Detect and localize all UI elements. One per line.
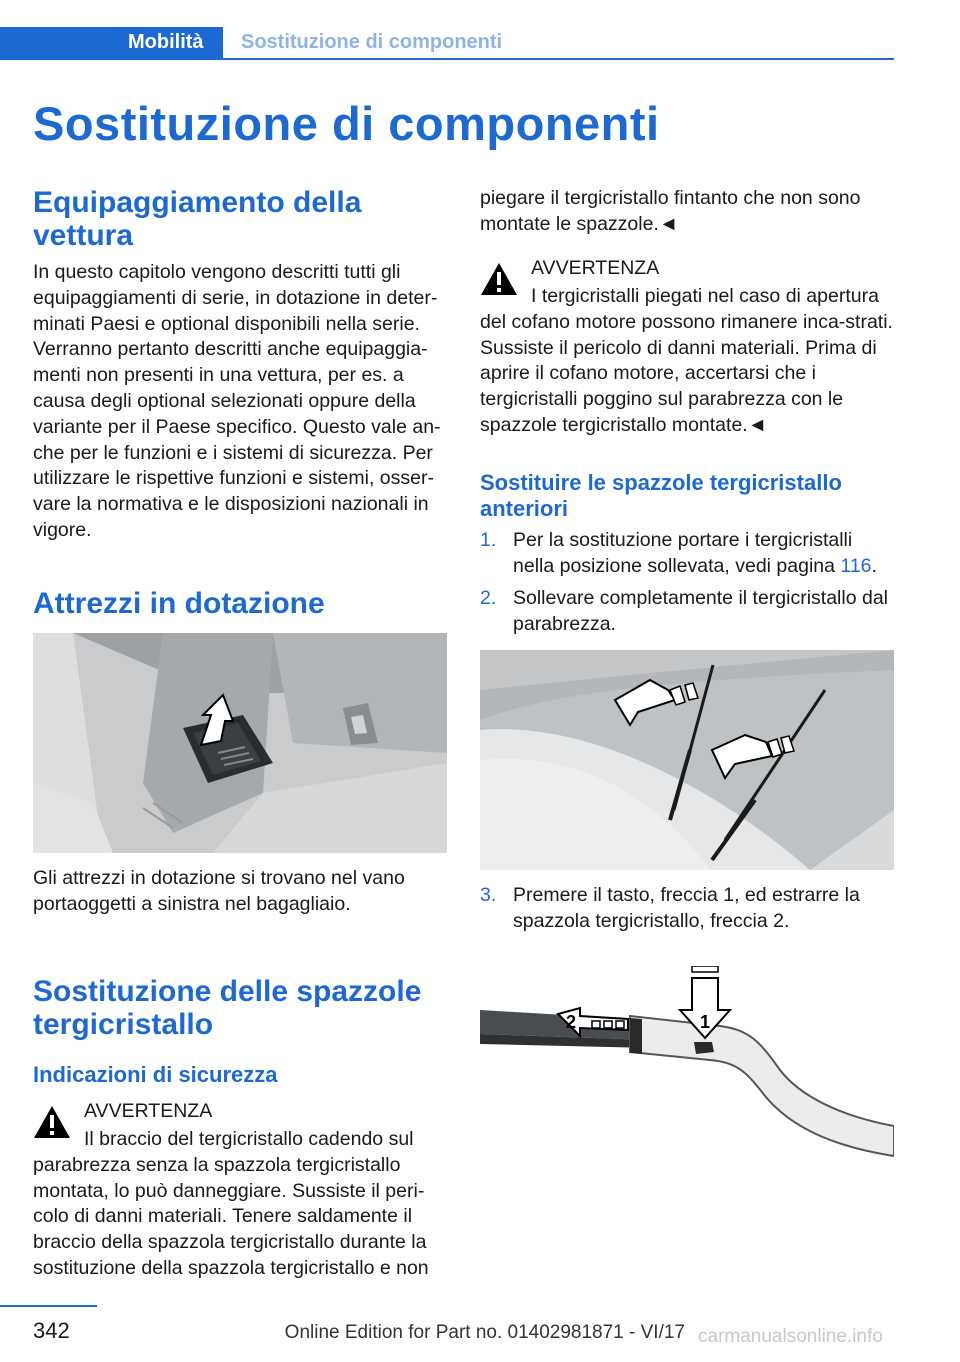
trunk-illustration (33, 633, 447, 853)
page-number: 342 (33, 1318, 70, 1343)
step-3-number: 3. (480, 884, 497, 906)
footer-divider (0, 1305, 97, 1307)
arrow-label-1: 1 (700, 1012, 711, 1032)
step-3-text: Premere il tasto, freccia 1, ed estrarre la spazzola tergicristallo, freccia 2. (513, 884, 860, 932)
wiper-raised-illustration (480, 650, 894, 870)
warning-2-heading: AVVERTENZA (531, 257, 660, 279)
warning-2-body (480, 284, 898, 439)
subsection-title-sostituire: Sostituire le spazzole tergicristallo anteriori (480, 470, 842, 521)
section-body-equipaggiamento: In questo capitolo vengono descritti tutti gli equipaggiamenti di serie, in dotazione in deter-minati Paesi e optional disponibili nella serie. Verranno pertanto descritti anche equipaggia-menti non presenti in una vettura, per es. a causa degli optional selezionati oppure della variante per il Paese specifico. Questo vale an-che per le funzioni e i sistemi di sicurezza. Per utilizzare le rispettive funzioni e sistemi, osser-vare la normativa e le disposizioni nazionali in vigore. (33, 261, 441, 541)
warning-1-body (33, 1127, 451, 1282)
step-1 (480, 528, 895, 580)
warning-2-rest: del cofano motore possono rimanere inca-strati. Sussiste il pericolo di danni materiali. Prima di aprire il cofano motore, accertarsi che i tergicristalli poggino sul parabrezza con le spazzole tergicristallo montate.◄ (480, 310, 893, 436)
subsection-title-sicurezza: Indicazioni di sicurezza (33, 1062, 278, 1087)
section-title-equipaggiamento: Equipaggiamento della vettura (33, 186, 362, 252)
warning-block-1 (33, 1099, 451, 1289)
figure-trunk-tools (33, 633, 447, 853)
tab-section[interactable] (223, 27, 894, 60)
tab-mobilita[interactable] (0, 27, 223, 60)
tab-mobilita-label: Mobilità (128, 31, 204, 53)
page-link-116[interactable]: 116 (840, 554, 872, 577)
warning-block-2 (480, 256, 898, 436)
warning-1-heading: AVVERTENZA (84, 1100, 213, 1122)
warning-1-first-line: Il braccio del tergicristallo cadendo sul (84, 1128, 414, 1150)
step-1-number: 1. (480, 529, 497, 551)
step-1-text-main: Per la sostituzione portare i tergicristalli nella posizione sollevata, vedi pagina (513, 529, 853, 577)
arrow-label-2: 2 (566, 1012, 577, 1032)
step-2 (480, 586, 895, 638)
header-tabbar (0, 27, 894, 60)
tab-section-label: Sostituzione di componenti (241, 31, 503, 53)
figure-wiper-blade (480, 966, 894, 1171)
edition-info: Online Edition for Part no. 01402981871 - VI/17 (284, 1322, 685, 1343)
step-3 (480, 883, 895, 935)
section-title-attrezzi: Attrezzi in dotazione (33, 587, 325, 620)
watermark: carmanualsonline.info (698, 1326, 883, 1347)
continued-text: piegare il tergicristallo fintanto che non sono montate le spazzole.◄ (480, 187, 861, 235)
section-title-spazzole: Sostituzione delle spazzole tergicristallo (33, 975, 422, 1041)
caption-attrezzi: Gli attrezzi in dotazione si trovano nel vano portaoggetti a sinistra nel bagagliaio. (33, 867, 405, 915)
step-1-text-end: . (871, 554, 877, 577)
page-title: Sostituzione di componenti (33, 97, 660, 150)
step-2-text: Sollevare completamente il tergicristallo dal parabrezza. (513, 587, 889, 635)
figure-wiper-raised (480, 650, 894, 870)
step-2-number: 2. (480, 587, 497, 609)
warning-1-rest: parabrezza senza la spazzola tergicristallo montata, lo può danneggiare. Sussiste il peri-colo di danni materiali. Tenere saldamente il braccio della spazzola tergicristallo durante la sostituzione della spazzola tergicristallo e non (33, 1153, 429, 1279)
step-1-text (513, 528, 893, 580)
wiper-blade-illustration (480, 966, 894, 1171)
warning-2-first-line: I tergicristalli piegati nel caso di apertura (531, 285, 879, 307)
